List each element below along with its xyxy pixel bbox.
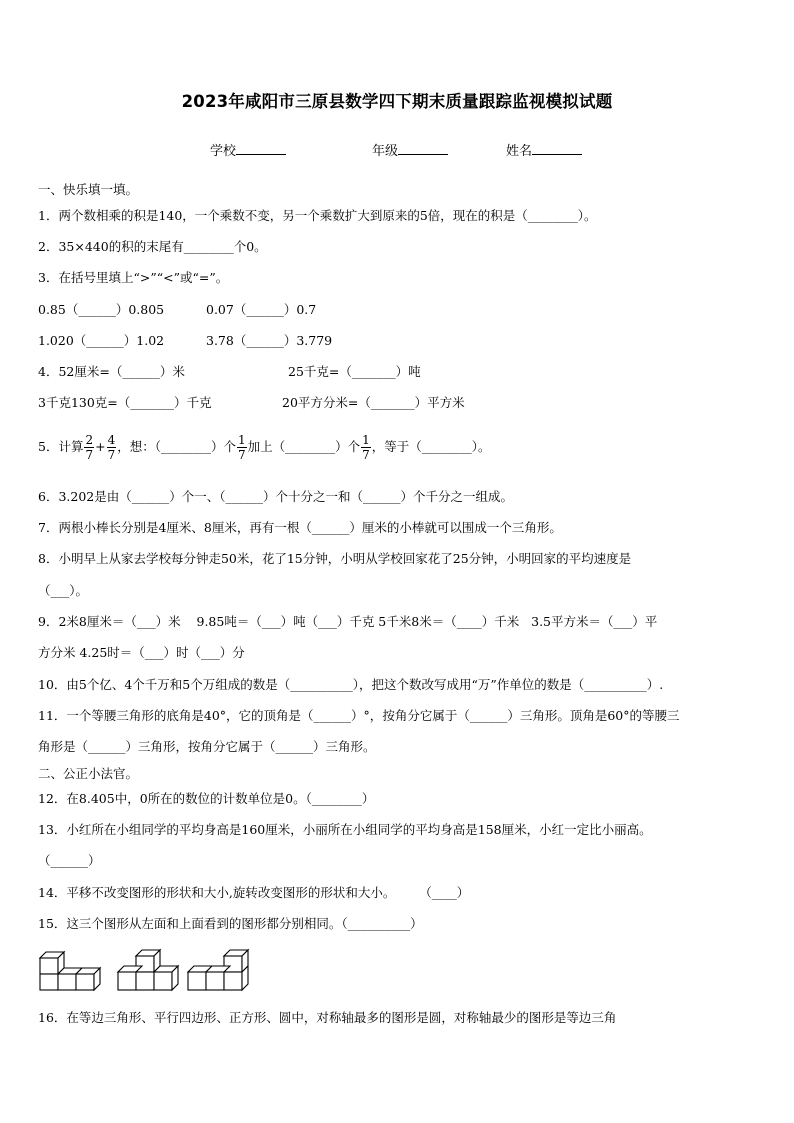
fraction-1-7-a	[237, 433, 247, 462]
fraction-2-7	[84, 433, 94, 462]
question-11-line-2: 角形是（______）三角形，按角分它属于（______）三角形。	[38, 739, 376, 754]
question-8-line-2: （___）。	[38, 583, 89, 598]
fraction-1-7-b	[361, 433, 371, 462]
question-3d: 3.78（______）3.779	[206, 333, 333, 348]
question-5	[38, 433, 491, 462]
fraction-denominator: 7	[85, 448, 94, 462]
question-4c: 3千克130克=（_______）千克	[38, 395, 212, 410]
fraction-numerator: 1	[362, 433, 370, 447]
question-16: 16．在等边三角形、平行四边形、正方形、圆中，对称轴最多的图形是圆，对称轴最少的图形是等边三角	[38, 1010, 617, 1025]
section-2-heading: 二、公正小法官。	[38, 766, 139, 781]
question-3a: 0.85（______）0.805	[38, 302, 165, 317]
q5-prefix: 5．计算	[38, 439, 84, 454]
question-3: 3．在括号里填上“>”“<”或“=”。	[38, 270, 229, 285]
fraction-denominator: 7	[362, 448, 370, 462]
question-15: 15．这三个图形从左面和上面看到的图形都分别相同。（__________）	[38, 916, 423, 931]
question-1: 1．两个数相乘的积是140，一个乘数不变，另一个乘数扩大到原来的5倍，现在的积是（________）。	[38, 208, 597, 223]
question-3b: 0.07（______）0.7	[206, 302, 317, 317]
fraction-denominator: 7	[237, 448, 246, 462]
cube-figure-1	[40, 952, 100, 990]
question-11-line-1: 11．一个等腰三角形的底角是40°，它的顶角是（______）°，按角分它属于（______）三角形。顶角是60°的等腰三	[38, 708, 680, 723]
fraction-numerator: 1	[237, 433, 246, 447]
question-14: 14．平移不改变图形的形状和大小,旋转改变图形的形状和大小。 （____）	[38, 885, 470, 900]
fraction-numerator: 4	[107, 433, 116, 447]
q5-middle-2: 加上（________）个	[247, 439, 361, 454]
question-8-line-1: 8．小明早上从家去学校每分钟走50米，花了15分钟，小明从学校回家花了25分钟，小明回家的平均速度是	[38, 551, 632, 566]
question-9-line-1: 9．2米8厘米＝（___）米 9.85吨＝（___）吨（___）千克 5千米8米＝（____）千米 3.5平方米＝（___）平	[38, 614, 658, 629]
plus-sign: +	[95, 439, 106, 454]
question-13-line-1: 13．小红所在小组同学的平均身高是160厘米，小丽所在小组同学的平均身高是158厘米，小红一定比小丽高。	[38, 822, 652, 837]
name-label: 姓名	[506, 144, 533, 159]
question-2: 2．35×440的积的末尾有________个0。	[38, 239, 267, 254]
question-9-line-2: 方分米 4.25时＝（___）时（___）分	[38, 645, 245, 660]
fraction-4-7	[107, 433, 117, 462]
q5-end: ，等于（________）。	[371, 439, 491, 454]
question-4d: 20平方分米=（_______）平方米	[282, 395, 465, 410]
fraction-numerator: 2	[85, 433, 94, 447]
question-10: 10．由5个亿、4个千万和5个万组成的数是（__________），把这个数改写成用“万”作单位的数是（__________）.	[38, 677, 664, 692]
question-6: 6．3.202是由（______）个一、（______）个十分之一和（______）个千分之一组成。	[38, 489, 513, 504]
school-field[interactable]	[210, 140, 286, 159]
section-1-heading: 一、快乐填一填。	[38, 182, 139, 197]
question-4a: 4．52厘米=（______）米	[38, 364, 185, 379]
grade-label: 年级	[372, 144, 399, 159]
question-13-line-2: （______）	[38, 853, 101, 868]
cube-figure-3	[188, 950, 248, 990]
name-field[interactable]	[506, 140, 582, 159]
grade-field[interactable]	[372, 140, 448, 159]
cube-figures	[38, 944, 258, 992]
cube-figure-2	[118, 950, 178, 990]
question-7: 7．两根小棒长分别是4厘米、8厘米，再有一根（______）厘米的小棒就可以围成一个三角形。	[38, 520, 562, 535]
fraction-denominator: 7	[107, 448, 116, 462]
page-title: 2023年咸阳市三原县数学四下期末质量跟踪监视模拟试题	[181, 92, 613, 111]
question-12: 12．在8.405中，0所在的数位的计数单位是0。（________）	[38, 791, 375, 806]
school-label: 学校	[210, 144, 237, 159]
q5-middle-1: ，想：（________）个	[117, 439, 236, 454]
question-4b: 25千克=（_______）吨	[288, 364, 421, 379]
question-3c: 1.020（______）1.02	[38, 333, 165, 348]
